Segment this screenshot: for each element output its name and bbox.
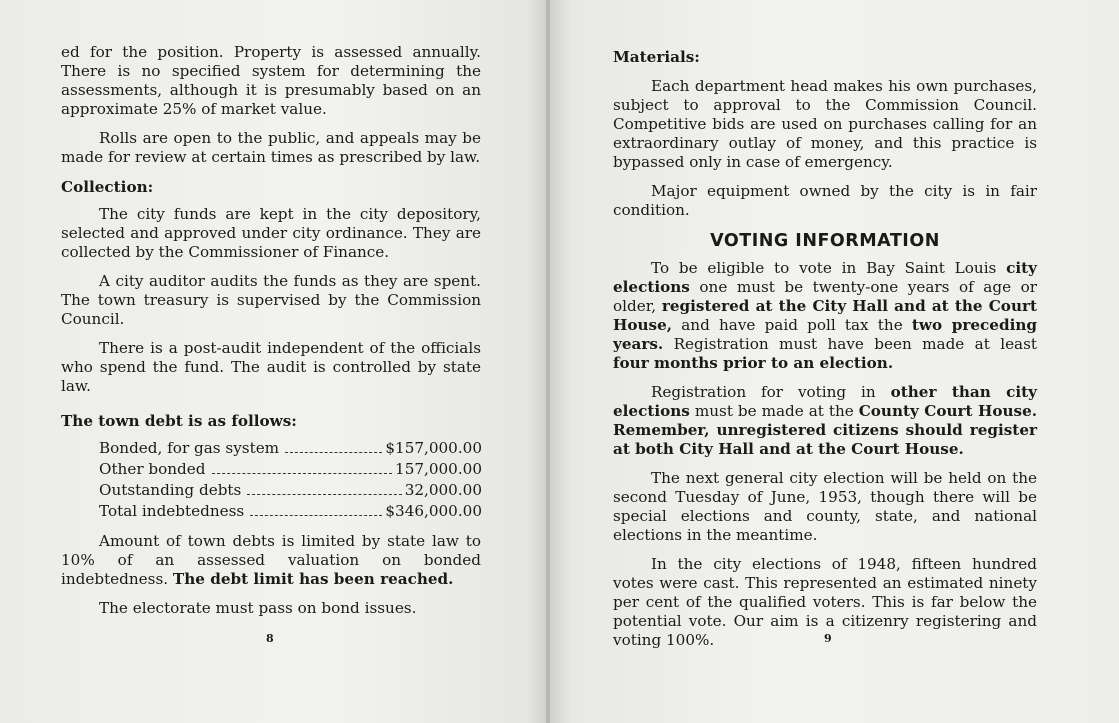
- debt-row: [99, 481, 482, 502]
- right-page-text: [613, 48, 1037, 650]
- dash-leader: [212, 473, 393, 474]
- debt-limit-text: Amount of town debts is limited by state law to 10% of an assessed valuation on bonded indebtedness.: [61, 532, 481, 588]
- debt-amount: 32,000.00: [404, 481, 482, 499]
- debt-amount: 157,000.00: [395, 460, 482, 478]
- debt-row: [99, 460, 482, 481]
- eligibility-text-1: To be eligible to vote in Bay Saint Louis: [651, 259, 997, 277]
- eligibility-text-2: one must be twenty-one years of age or older,: [613, 278, 1037, 315]
- materials-heading: Materials:: [613, 48, 700, 66]
- paragraph-equipment: Major equipment owned by the city is in fair condition.: [613, 182, 1037, 219]
- registration-text-1: Registration for voting in: [651, 383, 876, 401]
- paragraph-registration: [613, 383, 1037, 459]
- paragraph-purchases: Each department head makes his own purchases, subject to approval to the Commission Council. Competitive bids are used on purchases calling for an extraordinary outlay of money, and this practice is bypassed only in case of emergency.: [613, 77, 1037, 171]
- book-gutter: [546, 0, 550, 723]
- dash-leader: [250, 515, 382, 516]
- eligibility-bold-3: two preceding years.: [613, 316, 1038, 353]
- debt-label: Bonded, for gas system: [99, 439, 280, 457]
- paragraph-post-audit: There is a post-audit independent of the officials who spend the fund. The audit is controlled by state law.: [61, 339, 481, 395]
- debt-label: Outstanding debts: [99, 481, 242, 499]
- paragraph-funds: The city funds are kept in the city depository, selected and approved under city ordinance. They are collected by the Commissioner of Finance.: [61, 205, 481, 261]
- eligibility-text-4: Registration must have been made at least: [673, 335, 1038, 353]
- paragraph-eligibility: [613, 259, 1037, 373]
- debt-limit-reached: The debt limit has been reached.: [172, 570, 454, 588]
- left-page-text: [61, 43, 481, 618]
- paragraph-1948-elections: In the city elections of 1948, fifteen hundred votes were cast. This represented an estimated ninety per cent of the qualified voters. This is far below the potential vote. Our aim is a citizenry registering and voting 100%.: [613, 555, 1037, 649]
- paragraph-debt-limit: [61, 532, 481, 589]
- paragraph-next-election: The next general city election will be held on the second Tuesday of June, 1953, though there will be special elections and county, state, and national elections in the meantime.: [613, 469, 1037, 544]
- debt-list: [99, 439, 482, 523]
- collection-heading: Collection:: [61, 178, 154, 196]
- paragraph-rolls: Rolls are open to the public, and appeals may be made for review at certain times as prescribed by law.: [61, 129, 481, 166]
- dash-leader: [285, 452, 382, 453]
- paragraph-auditor: A city auditor audits the funds as they are spent. The town treasury is supervised by the Commission Council.: [61, 272, 481, 328]
- registration-bold-1: other than city elections: [613, 383, 1037, 420]
- registration-text-2: must be made at the: [694, 402, 854, 420]
- debt-row: [99, 502, 482, 523]
- eligibility-text-3: and have paid poll tax the: [681, 316, 903, 334]
- voting-heading: VOTING INFORMATION: [710, 231, 940, 251]
- eligibility-bold-2: registered at the City Hall and at the Court House,: [613, 297, 1037, 334]
- debt-row: [99, 439, 482, 460]
- debt-label: Other bonded: [99, 460, 206, 478]
- eligibility-bold-4: four months prior to an election.: [613, 354, 894, 372]
- paragraph-bond-issues: The electorate must pass on bond issues.: [99, 599, 417, 617]
- debt-label: Total indebtedness: [99, 502, 245, 520]
- registration-bold-2: County Court House. Remember, unregistered citizens should register at both City Hall and at the Court House.: [613, 402, 1038, 458]
- eligibility-bold-1: city elections: [613, 259, 1037, 296]
- debt-heading: The town debt is as follows:: [61, 412, 297, 430]
- debt-amount: $157,000.00: [385, 439, 482, 457]
- dash-leader: [247, 494, 401, 495]
- paragraph-assessment: ed for the position. Property is assessed annually. There is no specified system for determining the assessments, although it is presumably based on an approximate 25% of market value.: [61, 43, 481, 118]
- page-number-right: 9: [824, 632, 832, 645]
- debt-amount: $346,000.00: [385, 502, 482, 520]
- page-number-left: 8: [266, 632, 274, 645]
